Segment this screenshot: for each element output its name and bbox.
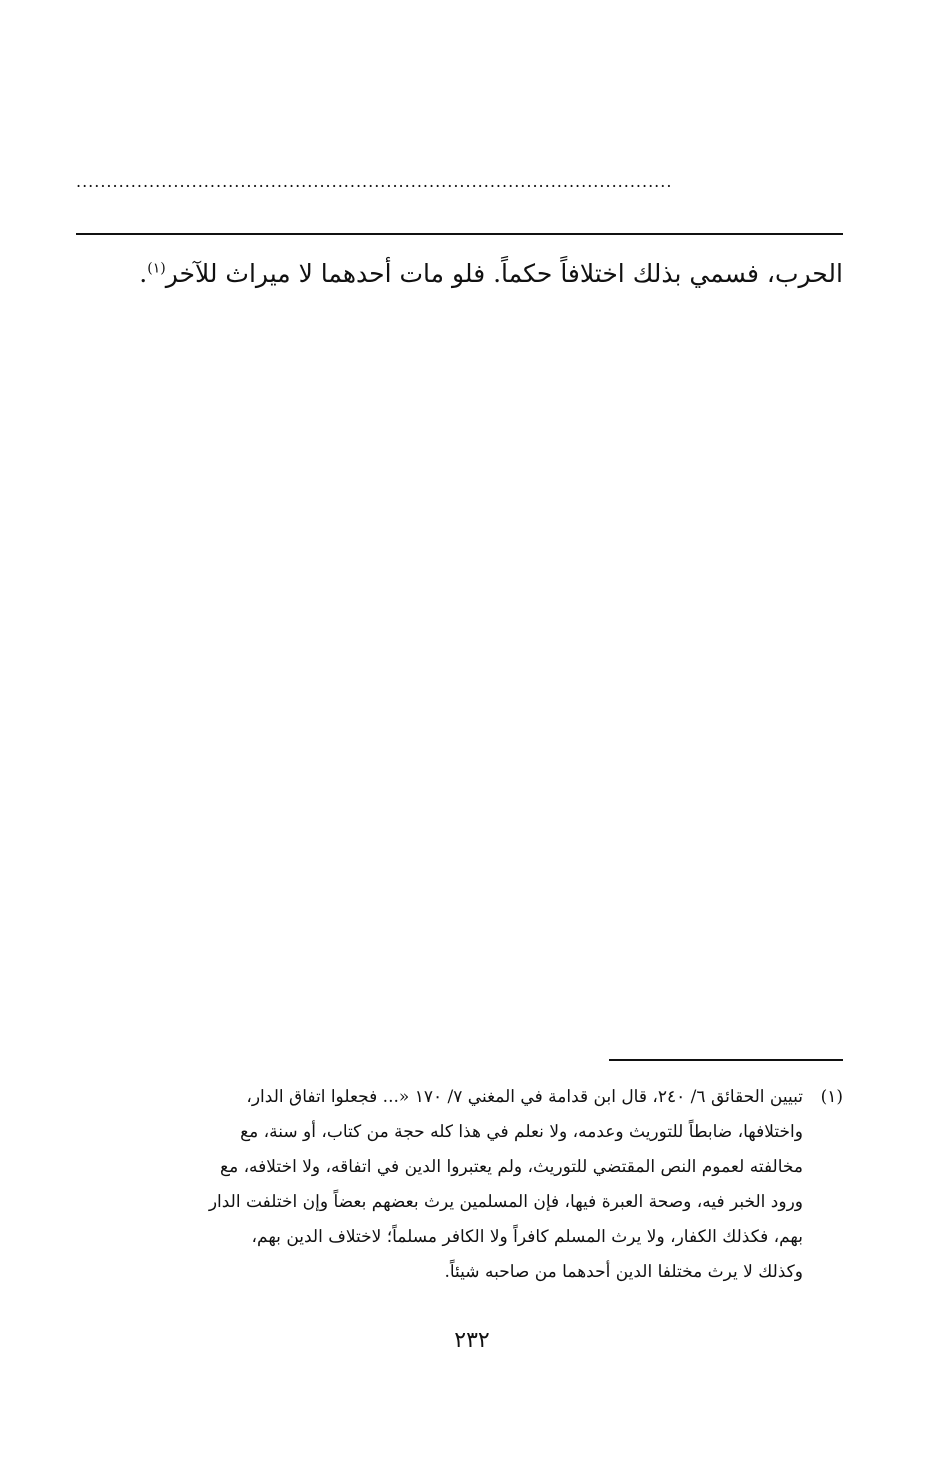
top-rule [76,233,843,235]
footnote-line [70,1080,843,1115]
separator-dots: .................................................................................................. [76,176,673,188]
main-text [70,252,843,296]
footnote-line: واختلافها، ضابطاً للتوريث وعدمه، ولا نعلم في هذا كله حجة من كتاب، أو سنة، مع [240,1122,803,1142]
footnote [70,1080,843,1290]
main-text-period: . [139,259,148,288]
footnote-line: وكذلك لا يرث مختلفا الدين أحدهما من صاحبه شيئاً. [444,1262,803,1282]
footnote-rule [609,1059,843,1061]
page-number: ٢٣٢ [454,1328,490,1353]
footnote-line: مخالفته لعموم النص المقتضي للتوريث، ولم يعتبروا الدين في اتفاقه، ولا اختلافه، مع [220,1157,803,1177]
main-text-line: الحرب، فسمي بذلك اختلافاً حكماً. فلو مات أحدهما لا ميراث للآخر [165,259,843,288]
footnote-line: ورود الخبر فيه، وصحة العبرة فيها، فإن المسلمين يرث بعضهم بعضاً وإن اختلفت الدار [208,1192,803,1212]
footnote-number: (١) [820,1087,843,1107]
footnote-text: تبيين الحقائق ٦/ ٢٤٠، قال ابن قدامة في المغني ٧/ ١٧٠ «... فجعلوا اتفاق الدار، [246,1087,803,1107]
footnote-reference: (١) [147,260,166,277]
footnote-line: بهم، فكذلك الكفار، ولا يرث المسلم كافراً ولا الكافر مسلماً؛ لاختلاف الدين بهم، [251,1227,803,1247]
